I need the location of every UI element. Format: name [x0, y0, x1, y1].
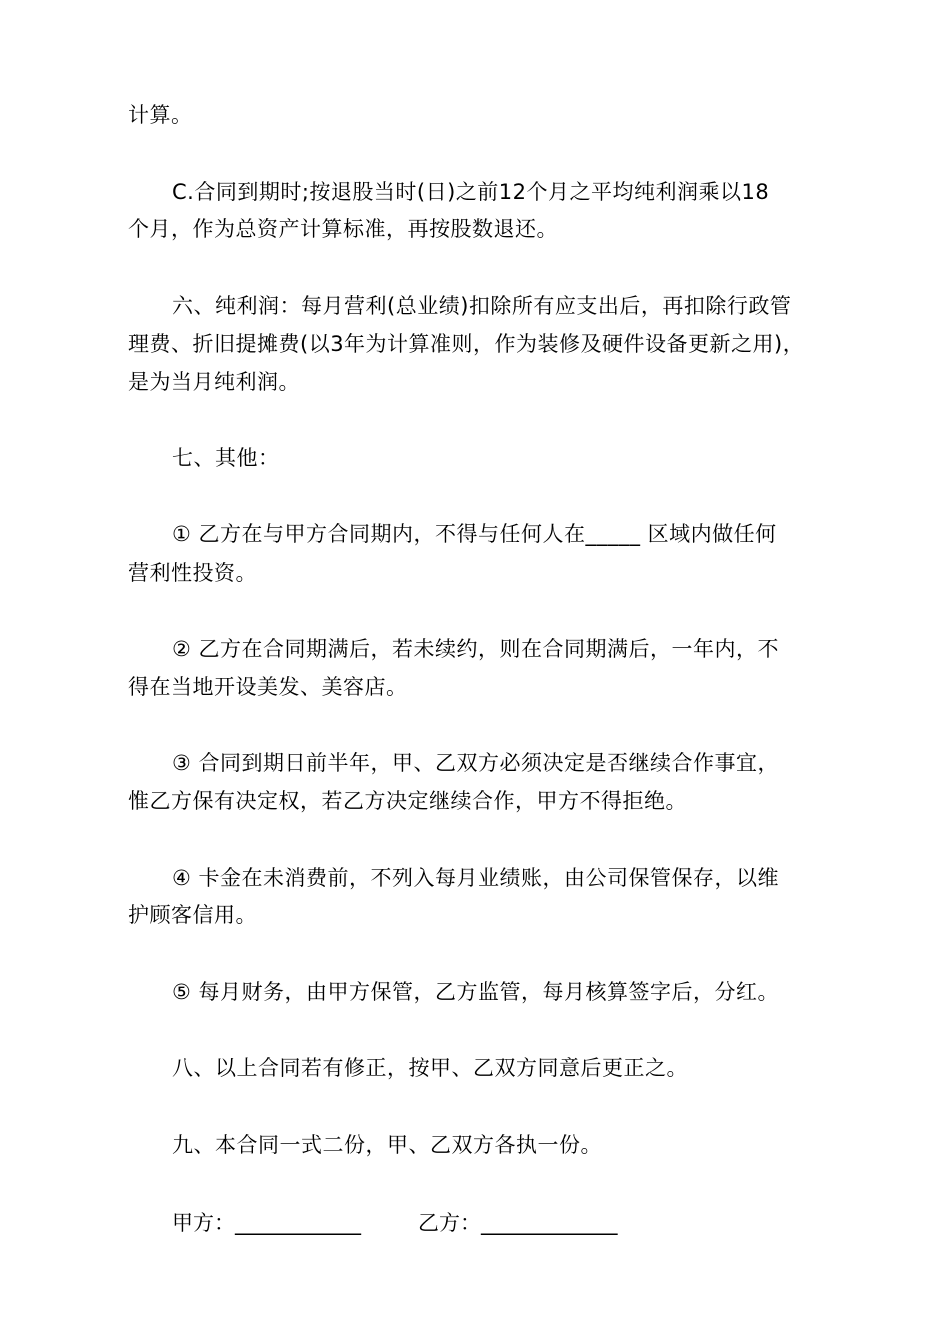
text-line: 得在当地开设美发、美容店。	[128, 675, 408, 699]
text-line: 九、本合同一式二份，甲、乙双方各执一份。	[172, 1133, 602, 1157]
text-line: 惟乙方保有决定权，若乙方决定继续合作，甲方不得拒绝。	[128, 789, 687, 813]
text-line: 八、以上合同若有修正，按甲、乙双方同意后更正之。	[172, 1056, 688, 1080]
text-line: ③ 合同到期日前半年，甲、乙双方必须决定是否继续合作事宜，	[172, 751, 779, 775]
section-heading: 七、其他：	[172, 446, 280, 470]
text-line: 六、纯利润：每月营利(总业绩)扣除所有应支出后，再扣除行政管	[172, 294, 792, 318]
signature-party-b: 乙方：_____________	[418, 1211, 618, 1235]
text-line: 营利性投资。	[128, 561, 257, 585]
text-line: C.合同到期时;按退股当时(日)之前12个月之平均纯利润乘以18	[172, 180, 770, 204]
text-line: ⑤ 每月财务，由甲方保管，乙方监管，每月核算签字后，分红。	[172, 980, 779, 1004]
text-line: 护顾客信用。	[128, 903, 257, 927]
text-line: 计算。	[128, 103, 193, 127]
text-line: 个月，作为总资产计算标准，再按股数退还。	[128, 217, 558, 241]
text-line: ① 乙方在与甲方合同期内，不得与任何人在_____ 区域内做任何	[172, 522, 777, 546]
text-line: 理费、折旧提摊费(以3年为计算准则，作为装修及硬件设备更新之用)，	[128, 332, 805, 356]
signature-party-a: 甲方：____________	[172, 1211, 361, 1235]
text-line: ④ 卡金在未消费前，不列入每月业绩账，由公司保管保存，以维	[172, 866, 779, 890]
text-line: 是为当月纯利润。	[128, 370, 300, 394]
text-line: ② 乙方在合同期满后，若未续约，则在合同期满后，一年内，不	[172, 637, 779, 661]
